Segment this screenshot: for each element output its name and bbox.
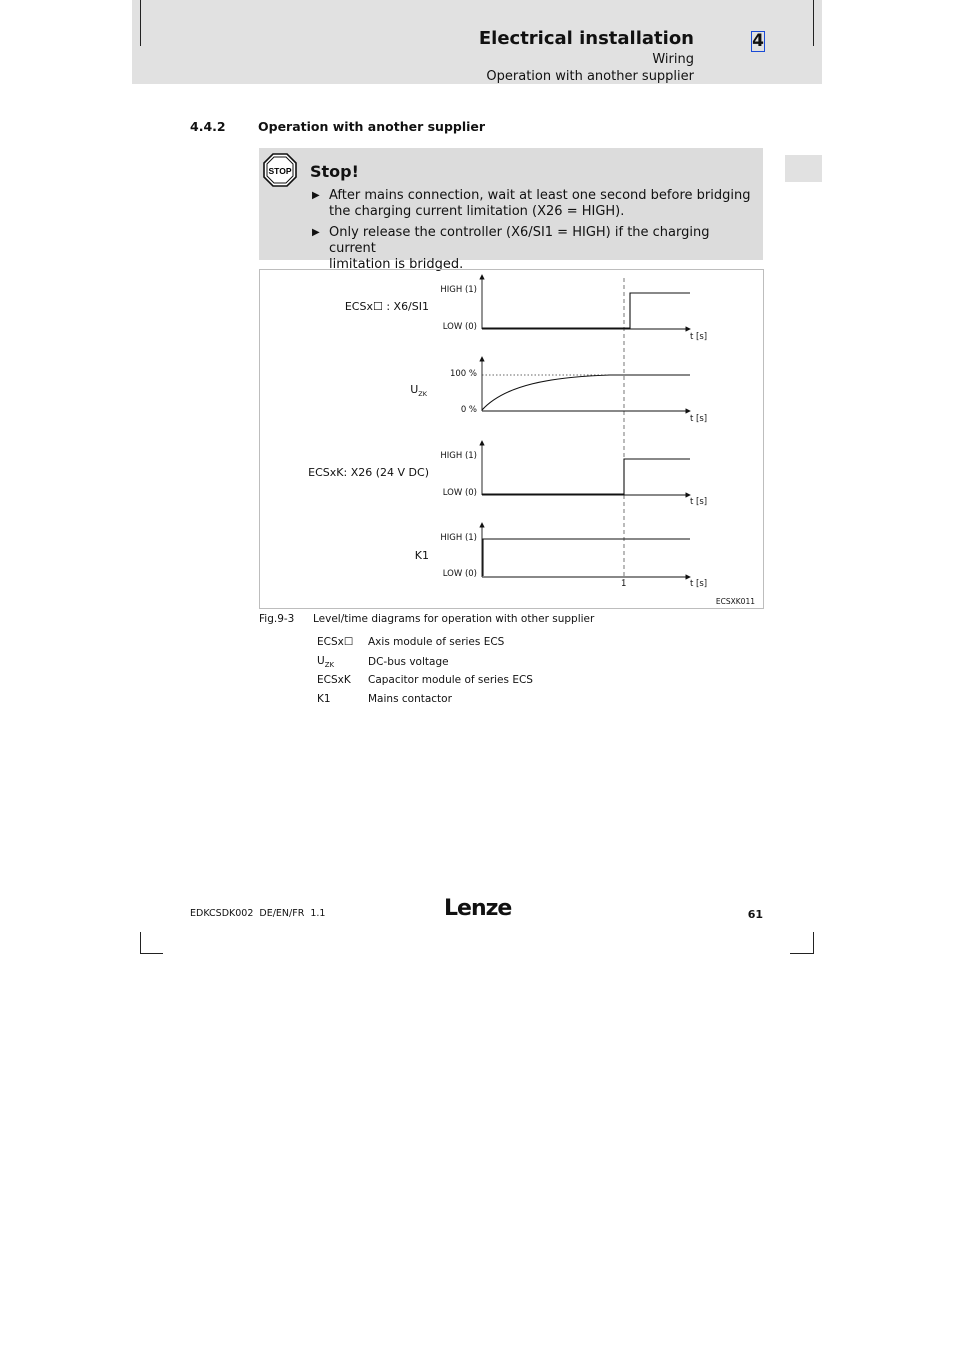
level-low-label: LOW (0) (442, 569, 477, 579)
level-low-label: 0 % (460, 405, 477, 415)
level-time-diagram (0, 0, 954, 620)
level-high-label: 100 % (449, 369, 477, 379)
level-low-label: LOW (0) (442, 322, 477, 332)
header-subtitle: Wiring (652, 52, 694, 67)
signal-label: K1 (414, 549, 429, 562)
legend-desc: Mains contactor (368, 693, 452, 705)
diagram-code: ECSXK011 (715, 597, 755, 606)
stop-title: Stop! (310, 162, 359, 181)
page-number: 61 (747, 908, 763, 921)
signal-label: ECSxK: X26 (24 V DC) (308, 466, 429, 479)
legend-term-sub: ZK (324, 661, 335, 670)
signal-trace-x6 (482, 293, 690, 328)
level-high-label: HIGH (1) (440, 533, 477, 543)
crop-mark (790, 953, 814, 954)
signal-trace-x26 (482, 459, 690, 494)
header-subtitle: Operation with another supplier (486, 69, 694, 84)
legend-term: ECSxK (317, 674, 351, 686)
signal-label-uzk (410, 383, 427, 398)
time-axis-label: t [s] (690, 414, 708, 424)
legend-term (317, 655, 334, 669)
time-axis-label: t [s] (690, 497, 708, 507)
time-axis-label: t [s] (690, 332, 708, 342)
bullet-line: limitation is bridged. (329, 257, 464, 272)
level-high-label: HIGH (1) (440, 285, 477, 295)
bullet-line: the charging current limitation (X26 = HIGH). (329, 204, 625, 219)
legend-term: K1 (317, 693, 331, 705)
time-axis-label: t [s] (690, 579, 708, 589)
stop-sign-text: STOP (268, 166, 292, 176)
signal-label: ECSx☐ : X6/SI1 (344, 300, 429, 313)
chapter-title: Electrical installation (478, 28, 694, 49)
bullet-line: After mains connection, wait at least one second before bridging (329, 188, 751, 203)
figure-number: Fig.9-3 (259, 613, 295, 625)
level-high-label: HIGH (1) (440, 451, 477, 461)
legend-desc: DC-bus voltage (368, 656, 449, 668)
chapter-number[interactable]: 4 (752, 31, 764, 51)
lenze-logo: Lenze (444, 896, 512, 921)
crop-mark (813, 932, 814, 954)
section-number: 4.4.2 (190, 119, 226, 134)
bullet-line: Only release the controller (X6/SI1 = HIGH) if the charging current (329, 225, 710, 256)
signal-label-sub: ZK (418, 390, 427, 399)
document-id: EDKCSDK002 DE/EN/FR 1.1 (190, 908, 326, 919)
time-marker-label: 1 (621, 579, 627, 589)
signal-trace-k1 (483, 539, 690, 576)
bullet-arrow-icon: ▶ (312, 227, 320, 238)
legend-desc: Capacitor module of series ECS (368, 674, 533, 686)
figure-caption: Level/time diagrams for operation with other supplier (313, 613, 595, 625)
legend-term-main: U (317, 655, 325, 667)
crop-mark (140, 932, 141, 954)
signal-label-main: U (410, 383, 419, 396)
bullet-arrow-icon: ▶ (312, 190, 320, 201)
level-low-label: LOW (0) (442, 488, 477, 498)
legend-term: ECSx☐ (317, 636, 354, 648)
legend-desc: Axis module of series ECS (368, 636, 505, 648)
section-title: Operation with another supplier (258, 119, 486, 134)
signal-trace-uzk (482, 375, 690, 410)
crop-mark (140, 953, 163, 954)
